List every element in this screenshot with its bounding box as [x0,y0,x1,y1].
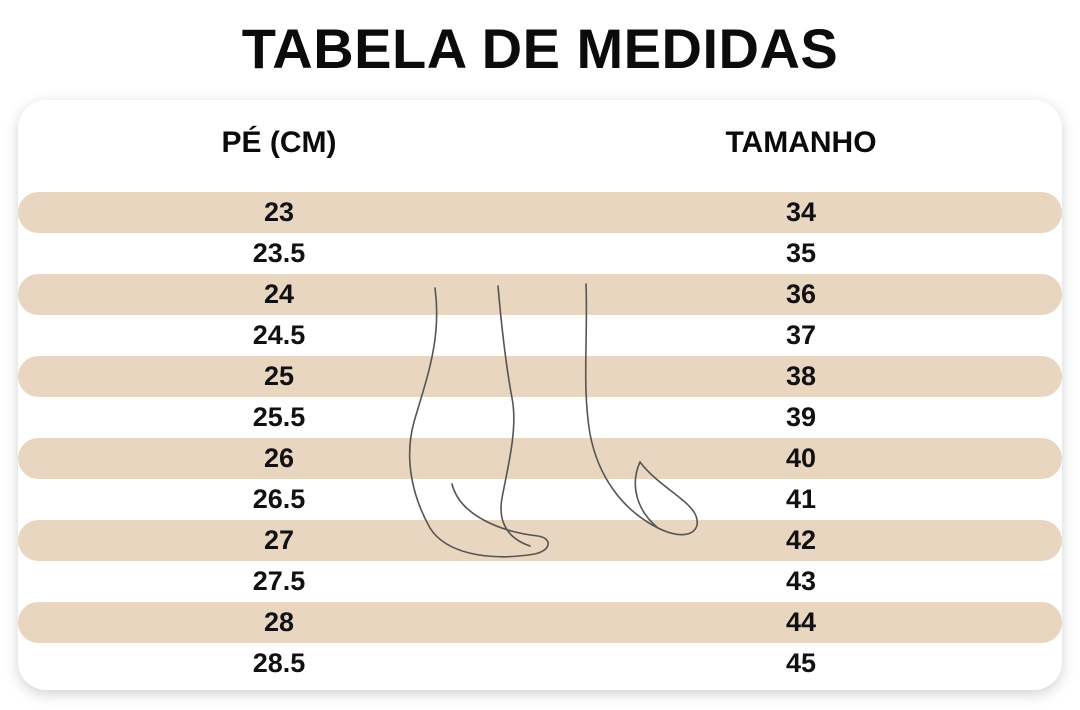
cell-foot-cm: 28.5 [252,648,306,678]
table-row [18,397,1062,438]
cell-size: 42 [785,525,817,555]
cell-foot-cm: 28 [263,607,295,637]
table-row [18,192,1062,233]
cell-foot-cm: 24.5 [252,320,306,350]
cell-size: 38 [785,361,817,391]
column-header-size: TAMANHO [725,126,877,159]
cell-size: 34 [785,197,817,227]
table-row [18,520,1062,561]
cell-foot-cm: 27 [263,525,295,555]
cell-foot-cm: 25 [263,361,295,391]
table-row [18,479,1062,520]
cell-foot-cm: 25.5 [252,402,306,432]
cell-size: 35 [785,238,817,268]
table-row [18,438,1062,479]
cell-foot-cm: 26.5 [252,484,306,514]
table-row [18,315,1062,356]
cell-size: 43 [785,566,817,596]
table-row [18,561,1062,602]
cell-foot-cm: 23 [263,197,295,227]
table-row [18,356,1062,397]
cell-size: 40 [785,443,817,473]
cell-size: 44 [785,607,817,637]
cell-foot-cm: 24 [263,279,295,309]
table-row [18,602,1062,643]
cell-size: 41 [785,484,817,514]
column-header-foot-cm: PÉ (CM) [221,126,337,159]
table-row [18,643,1062,684]
cell-foot-cm: 26 [263,443,295,473]
page-title: TABELA DE MEDIDAS [241,17,839,80]
cell-size: 39 [785,402,817,432]
table-body [18,192,1062,684]
cell-size: 36 [785,279,817,309]
cell-size: 45 [785,648,817,678]
cell-foot-cm: 23.5 [252,238,306,268]
table-row [18,233,1062,274]
cell-size: 37 [785,320,817,350]
table-row [18,274,1062,315]
cell-foot-cm: 27.5 [252,566,306,596]
table-header-row [18,126,1062,160]
